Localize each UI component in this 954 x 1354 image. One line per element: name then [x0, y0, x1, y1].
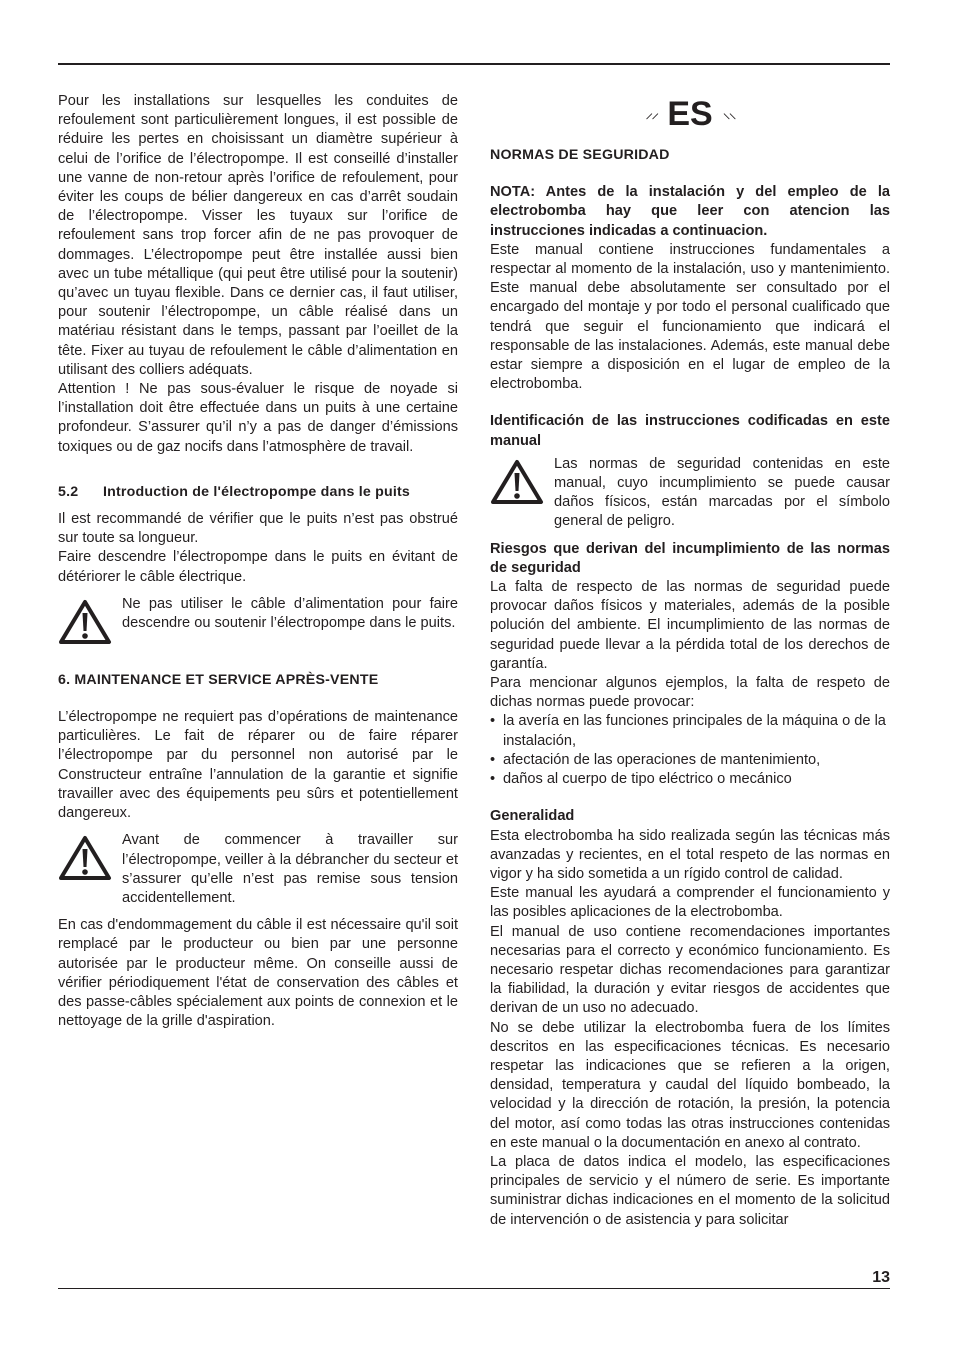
- paragraph: Este manual contiene instrucciones fundamentales a respectar al momento de la instalación, uso y mantenimiento. Este manual debe absolutamente ser consultado por el encargado del montaje y por todo el personal cualificado que tendrá que seguir el funcionamiento que indicará el responsable de las instalaciones. Además, este manual debe estar siempre a disposición en el lugar de empleo de la electrobomba.: [490, 241, 890, 393]
- page-number: 13: [872, 1269, 890, 1286]
- decoration-left-icon: ⸝⸝: [645, 105, 658, 122]
- subheading-identificacion: Identificación de las instrucciones codificadas en este manual: [490, 413, 890, 449]
- paragraph: No se debe utilizar la electrobomba fuera de los límites descritos en las especificaciones técnicas. Es necesario respetar las indicaciones que se refieren a la origen, densidad, temperatura y caudal del líquido bombeado, la velocidad y la dirección de rotación, la presión, la potencia del motor, así como todas las otras instrucciones contenidas en este manual o la documentación en anexo al contrato.: [490, 1019, 890, 1151]
- warning-block: [58, 595, 458, 645]
- nota-bold-paragraph: NOTA: Antes de la instalación y del empleo de la electrobomba hay que leer con atencion las instrucciones indicadas a continuacion.: [490, 184, 890, 239]
- section-heading-normas: NORMAS DE SEGURIDAD: [490, 147, 670, 163]
- warning-triangle-icon: [58, 599, 112, 645]
- paragraph: La falta de respecto de las normas de seguridad puede provocar daños físicos y materiales, además de la posible polución del ambiente. El incumplimiento de las normas de seguridad puede llevar a la pérdida total de los derechos de garantía.: [490, 579, 890, 672]
- paragraph: Faire descendre l’électropompe dans le puits en évitant de détériorer le câble électrique.: [58, 549, 458, 585]
- list-item: • la avería en las funciones principales de la máquina o de la instalación,: [490, 712, 890, 750]
- warning-block: [58, 831, 458, 908]
- language-code: ES: [667, 95, 713, 133]
- section-heading-6: 6. MAINTENANCE ET SERVICE APRÈS-VENTE: [58, 671, 379, 688]
- section-number: 5.2: [58, 483, 79, 500]
- decoration-right-icon: ⸜⸜: [722, 105, 735, 122]
- paragraph: La placa de datos indica el modelo, las especificaciones principales de servicio y el número de serie. Es importante suministrar dichas indicaciones en el momento de la solicitud de intervención o de asistencia y para solicitar: [490, 1153, 890, 1228]
- warning-text: Las normas de seguridad contenidas en este manual, cuyo incumplimiento se puede causar daños físicos, están marcadas por el símbolo general de peligro.: [554, 455, 890, 530]
- footer-rule: [58, 1288, 890, 1289]
- paragraph: En cas d'endommagement du câble il est nécessaire qu'il soit remplacé par le producteur ou bien par une personne autorisée par le producteur même. On conseille aussi de vérifier périodiquement l'état de conservation des câbles et des passe-câbles spécialement aux points de connexion et le nettoyage de la grille d'aspiration.: [58, 917, 458, 1030]
- list-item: • afectación de las operaciones de mantenimiento,: [490, 751, 890, 770]
- section-title: Introduction de l'électropompe dans le puits: [103, 483, 410, 500]
- subheading-generalidad: Generalidad: [490, 808, 575, 825]
- right-column: [490, 92, 890, 1230]
- section-heading-5-2: [58, 483, 458, 502]
- left-column: [58, 92, 458, 1031]
- paragraph: L’électropompe ne requiert pas d’opérations de maintenance particulières. Le fait de réparer ou de faire réparer l’électropompe par du personnel non autorisé par le Constructeur entraîne l’annulation de la garantie et signifie travailler avec des équipements peu sûrs et potentiellement dangereux.: [58, 709, 458, 822]
- list-item: • daños al cuerpo de tipo eléctrico o mecánico: [490, 770, 890, 789]
- intro-paragraph: Pour les installations sur lesquelles les conduites de refoulement sont particulièrement longues, il est possible de réduire les pertes en choisissant un diamètre supérieur à celui de l’orifice de l’électropompe. Il est conseillé d’installer une vanne de non-retour après l’orifice de refoulement, pour éviter les coups de bélier dangereux en cas d’arrêt soudain de l’électropompe. Visser les tuyaux sur l’orifice de refoulement sans trop forcer afin de ne pas provoquer de dommages. L’électropompe peut être installée aussi bien avec un tube métallique (qui peut être utilisé pour la soutenir) qu’avec un tuyau flexible. Dans ce dernier cas, il faut utiliser, pour soutenir l’électropompe, un câble réalisé dans un matériau résistant dans le temps, passant par l’oeillet de la tête. Fixer au tuyau de refoulement le câble d’alimentation en utilisant des colliers adéquats.: [58, 93, 458, 378]
- paragraph: Este manual les ayudará a comprender el funcionamiento y las posibles aplicaciones de la electrobomba.: [490, 885, 890, 921]
- warning-text: Avant de commencer à travailler sur l’électropompe, veiller à la débrancher du secteur et s’assurer qu’elle n’est pas remise sous tension accidentellement.: [122, 832, 458, 906]
- paragraph: Il est recommandé de vérifier que le puits n’est pas obstrué sur toute sa longueur.: [58, 511, 458, 547]
- warning-text: Ne pas utiliser le câble d’alimentation pour faire descendre ou soutenir l’électropompe dans le puits.: [122, 595, 458, 632]
- language-header: [490, 94, 890, 134]
- drowning-warning-paragraph: Attention ! Ne pas sous-évaluer le risque de noyade si l’installation doit être effectuée dans un puits à une certaine profondeur. S’assurer qu’il n’y a pas de danger d’émissions toxiques ou de gaz nocifs dans l’atmosphère de travail.: [58, 381, 458, 455]
- header-rule: [58, 63, 890, 65]
- warning-block: [490, 455, 890, 532]
- paragraph: Esta electrobomba ha sido realizada según las técnicas más avanzadas y recientes, en el total respeto de las normas en vigor y ha sido sometida a un rígido control de calidad.: [490, 827, 890, 882]
- subheading-riesgos: Riesgos que derivan del incumplimiento de las normas de seguridad: [490, 540, 890, 576]
- paragraph: El manual de uso contiene recomendaciones importantes necesarias para el correcto y económico funcionamiento. Es necesario respetar dichas recomendaciones para garantizar la fiabilidad, la duración y evitar riesgos de accidentes que derivan de un uso no adecuado.: [490, 923, 890, 1017]
- warning-triangle-icon: [58, 835, 112, 881]
- warning-triangle-icon: [490, 459, 544, 505]
- bullet-list: [490, 712, 890, 789]
- paragraph: Para mencionar algunos ejemplos, la falta de respeto de dichas normas puede provocar:: [490, 675, 890, 711]
